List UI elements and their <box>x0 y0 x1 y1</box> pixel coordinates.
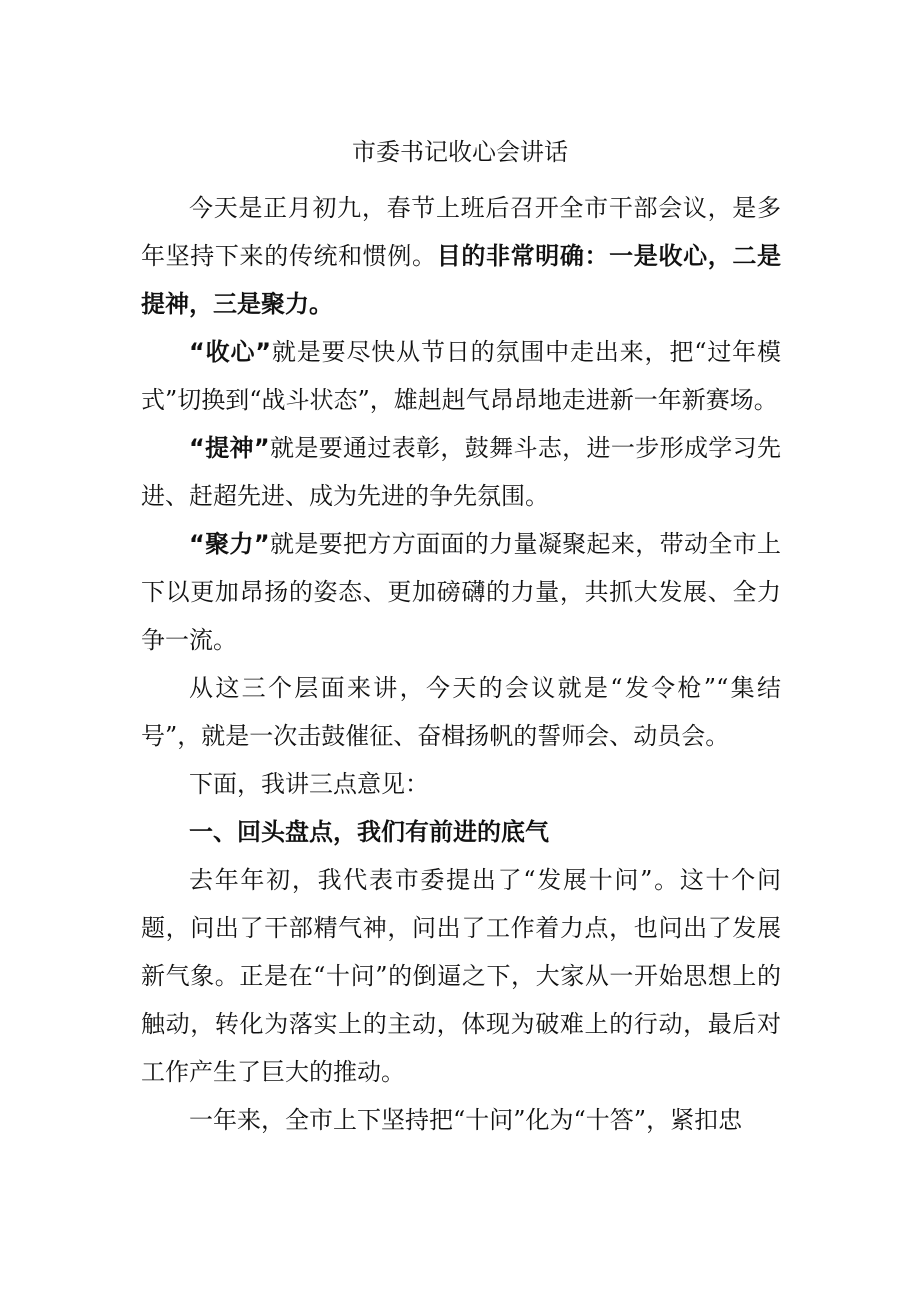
paragraph-meeting-meaning: 从这三个层面来讲，今天的会议就是“发令枪”“集结号”，就是一次击鼓催征、奋楫扬帆的誓师会、动员会。 <box>141 674 781 750</box>
keyword-juli: “聚力” <box>189 530 270 558</box>
paragraph-emphasis: 目的非常明确：一是收心，二是提神，三是聚力。 <box>141 242 782 318</box>
section-heading-1: 一、回头盘点，我们有前进的底气 <box>189 818 549 846</box>
paragraph-text: 就是要把方方面面的力量凝聚起来，带动全市上下以更加昂扬的姿态、更加磅礴的力量，共抓大发展、全力争一流。 <box>141 530 782 654</box>
paragraph-text: 就是要通过表彰，鼓舞斗志，进一步形成学习先进、赶超先进、成为先进的争先氛围。 <box>141 434 782 510</box>
paragraph-text: 就是要尽快从节日的氛围中走出来，把“过年模式”切换到“战斗状态”，雄赳赳气昂昂地走进新一年新赛场。 <box>141 338 781 414</box>
paragraph-tishen <box>141 424 781 520</box>
paragraph-opening <box>141 184 781 328</box>
keyword-shouxin: “收心” <box>189 338 272 366</box>
paragraph-one-year: 一年来，全市上下坚持把“十问”化为“十答”，紧扣忠 <box>189 1106 743 1134</box>
paragraph-shouxin <box>141 328 781 424</box>
paragraph-text: 今天是正月初九，春节上班后召开全市干部会议，是多年坚持下来的传统和惯例。 <box>141 194 781 270</box>
paragraph-ten-questions: 去年年初，我代表市委提出了“发展十问”。这十个问题，问出了干部精气神，问出了工作着力点，也问出了发展新气象。正是在“十问”的倒逼之下，大家从一开始思想上的触动，转化为落实上的主动，体现为破难上的行动，最后对工作产生了巨大的推动。 <box>141 866 781 1086</box>
document-body <box>141 184 781 1144</box>
paragraph-juli <box>141 520 781 664</box>
keyword-tishen: “提神” <box>189 434 270 462</box>
document-title: 市委书记收心会讲话 <box>352 138 568 166</box>
paragraph-intro-points: 下面，我讲三点意见： <box>189 770 429 798</box>
